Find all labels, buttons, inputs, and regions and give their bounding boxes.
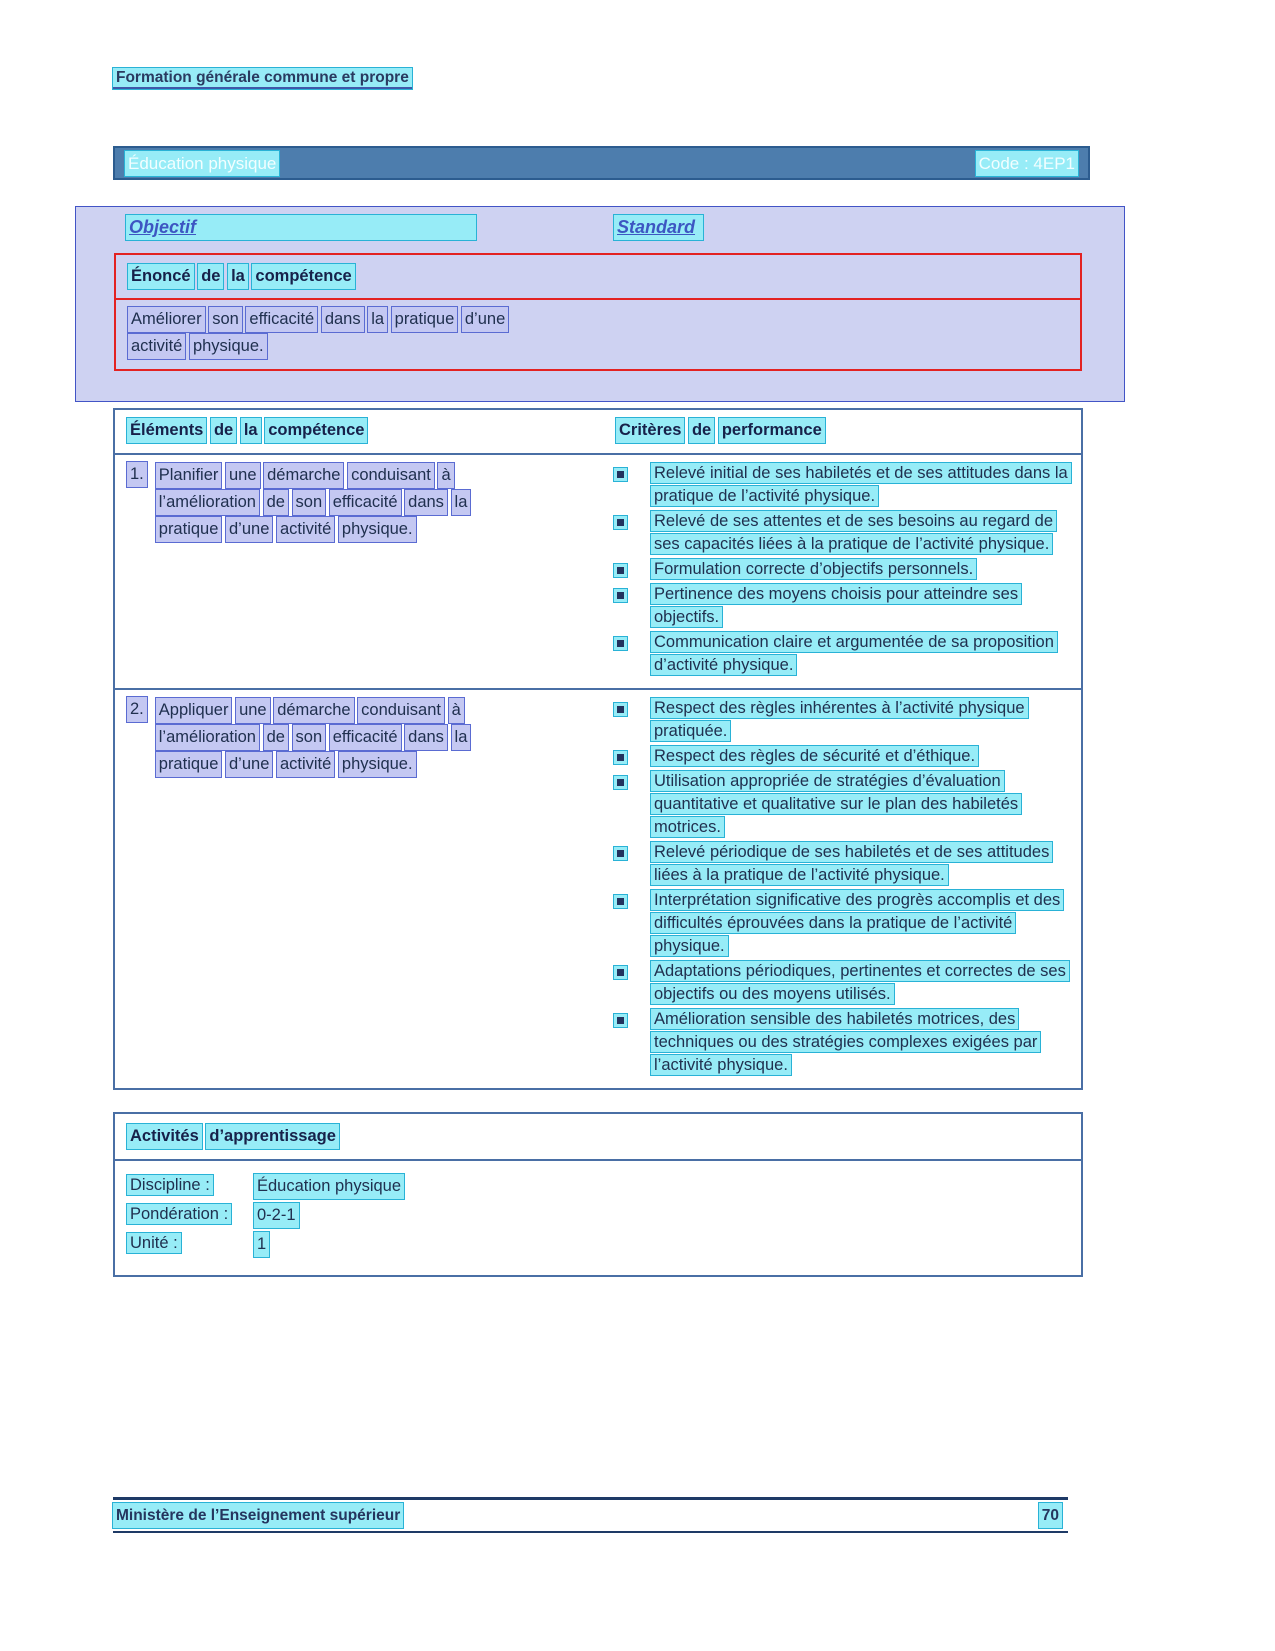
- bullet-icon: [614, 564, 627, 577]
- bullet-icon: [614, 1014, 627, 1027]
- enonce-title-section: [116, 255, 1080, 300]
- footer-ministry: Ministère de l’Enseignement supérieur: [113, 1503, 403, 1528]
- activities-body: [115, 1161, 1081, 1275]
- criteria-item: [612, 697, 1075, 743]
- field-ponderation-value: 0-2-1: [254, 1203, 299, 1228]
- element-number: 1.: [127, 462, 147, 487]
- document-code: Code : 4EP1: [976, 151, 1078, 176]
- footer-page-number: 70: [1039, 1503, 1062, 1528]
- bullet-icon: [614, 468, 627, 481]
- criteria-cell-2: [608, 690, 1081, 1088]
- field-ponderation: [127, 1203, 1069, 1228]
- field-unite-value: 1: [254, 1232, 269, 1257]
- bullet-icon: [614, 966, 627, 979]
- column-header-criteres-cell: [612, 410, 1081, 453]
- page-footer: [113, 1497, 1068, 1533]
- criteria-text: Pertinence des moyens choisis pour atteindre ses objectifs.: [651, 584, 1021, 627]
- table-row-2: [115, 690, 1081, 1088]
- criteria-text: Amélioration sensible des habiletés motrices, des techniques ou des stratégies complexes exigées par l’activité physique.: [651, 1009, 1040, 1075]
- criteria-cell-1: [608, 455, 1081, 688]
- element-cell-1: [115, 455, 608, 688]
- criteria-text: Relevé périodique de ses habiletés et de ses attitudes liées à la pratique de l’activité physique.: [651, 842, 1052, 885]
- field-discipline: [127, 1174, 1069, 1199]
- document-title: Éducation physique: [125, 151, 279, 176]
- column-header-criteres: Critères de performance: [616, 421, 825, 439]
- column-header-elements-cell: [115, 410, 612, 453]
- criteria-item: [612, 889, 1075, 958]
- table-row-1: [115, 455, 1081, 690]
- criteria-text: Respect des règles de sécurité et d’éthique.: [651, 746, 978, 766]
- activities-box: [113, 1112, 1083, 1277]
- criteria-item: [612, 558, 1075, 581]
- field-unite: [127, 1232, 1069, 1257]
- criteria-text: Respect des règles inhérentes à l’activité physique pratiquée.: [651, 698, 1028, 741]
- enonce-title: Énoncé de la compétence: [128, 267, 355, 285]
- criteria-item: [612, 510, 1075, 556]
- criteria-item: [612, 770, 1075, 839]
- criteria-item: [612, 631, 1075, 677]
- criteria-text: Relevé initial de ses habiletés et de ses attitudes dans la pratique de l’activité physique.: [651, 463, 1071, 506]
- criteria-text: Interprétation significative des progrès accomplis et des difficultés éprouvées dans la pratique de l’activité physique.: [651, 890, 1063, 956]
- bullet-icon: [614, 589, 627, 602]
- criteria-text: Relevé de ses attentes et de ses besoins au regard de ses capacités liées à la pratique de l’activité physique.: [651, 511, 1056, 554]
- field-discipline-label: Discipline :: [127, 1175, 213, 1195]
- header-text: Formation générale commune et propre: [113, 68, 412, 89]
- criteria-text: Formulation correcte d’objectifs personnels.: [651, 559, 976, 579]
- bullet-icon: [614, 516, 627, 529]
- standard-heading: Standard: [614, 215, 703, 240]
- table-header-row: [115, 410, 1081, 455]
- element-text: Appliquer une démarche conduisant à l’amélioration de son efficacité dans la pratique d’une activité physique.: [156, 701, 471, 773]
- field-ponderation-label: Pondération :: [127, 1204, 231, 1224]
- bullet-icon: [614, 703, 627, 716]
- field-discipline-value: Éducation physique: [254, 1174, 404, 1199]
- column-header-elements: Éléments de la compétence: [127, 421, 367, 439]
- criteria-item: [612, 1008, 1075, 1077]
- objectif-heading: Objectif: [126, 215, 476, 240]
- criteria-list: [612, 462, 1075, 677]
- element-number: 2.: [127, 697, 147, 722]
- enonce-body-line-2: activité physique.: [128, 337, 267, 355]
- criteria-list: [612, 697, 1075, 1077]
- criteria-item: [612, 462, 1075, 508]
- field-unite-label: Unité :: [127, 1233, 181, 1253]
- objectif-standard-headings: [76, 215, 1124, 245]
- criteria-item: [612, 583, 1075, 629]
- objectif-standard-section: [75, 206, 1125, 402]
- bullet-icon: [614, 847, 627, 860]
- criteria-text: Communication claire et argumentée de sa proposition d’activité physique.: [651, 632, 1057, 675]
- bullet-icon: [614, 751, 627, 764]
- bullet-icon: [614, 895, 627, 908]
- element-text: Planifier une démarche conduisant à l’amélioration de son efficacité dans la pratique d’une activité physique.: [156, 466, 471, 538]
- criteria-item: [612, 841, 1075, 887]
- activities-title: Activités d’apprentissage: [127, 1127, 339, 1145]
- criteria-text: Utilisation appropriée de stratégies d’évaluation quantitative et qualitative sur le plan des habiletés motrices.: [651, 771, 1021, 837]
- competence-table: [113, 408, 1083, 1090]
- document-content: [113, 66, 1090, 1277]
- enonce-competence-box: [114, 253, 1082, 371]
- document-header: [113, 66, 1090, 89]
- enonce-body-section: [116, 300, 1080, 369]
- enonce-body-line-1: Améliorer son efficacité dans la pratique d’une: [128, 310, 508, 328]
- bullet-icon: [614, 776, 627, 789]
- criteria-item: [612, 960, 1075, 1006]
- criteria-text: Adaptations périodiques, pertinentes et correctes de ses objectifs ou des moyens utilisés.: [651, 961, 1069, 1004]
- activities-title-section: [115, 1114, 1081, 1161]
- criteria-item: [612, 745, 1075, 768]
- element-cell-2: [115, 690, 608, 1088]
- title-bar: [113, 146, 1090, 180]
- bullet-icon: [614, 637, 627, 650]
